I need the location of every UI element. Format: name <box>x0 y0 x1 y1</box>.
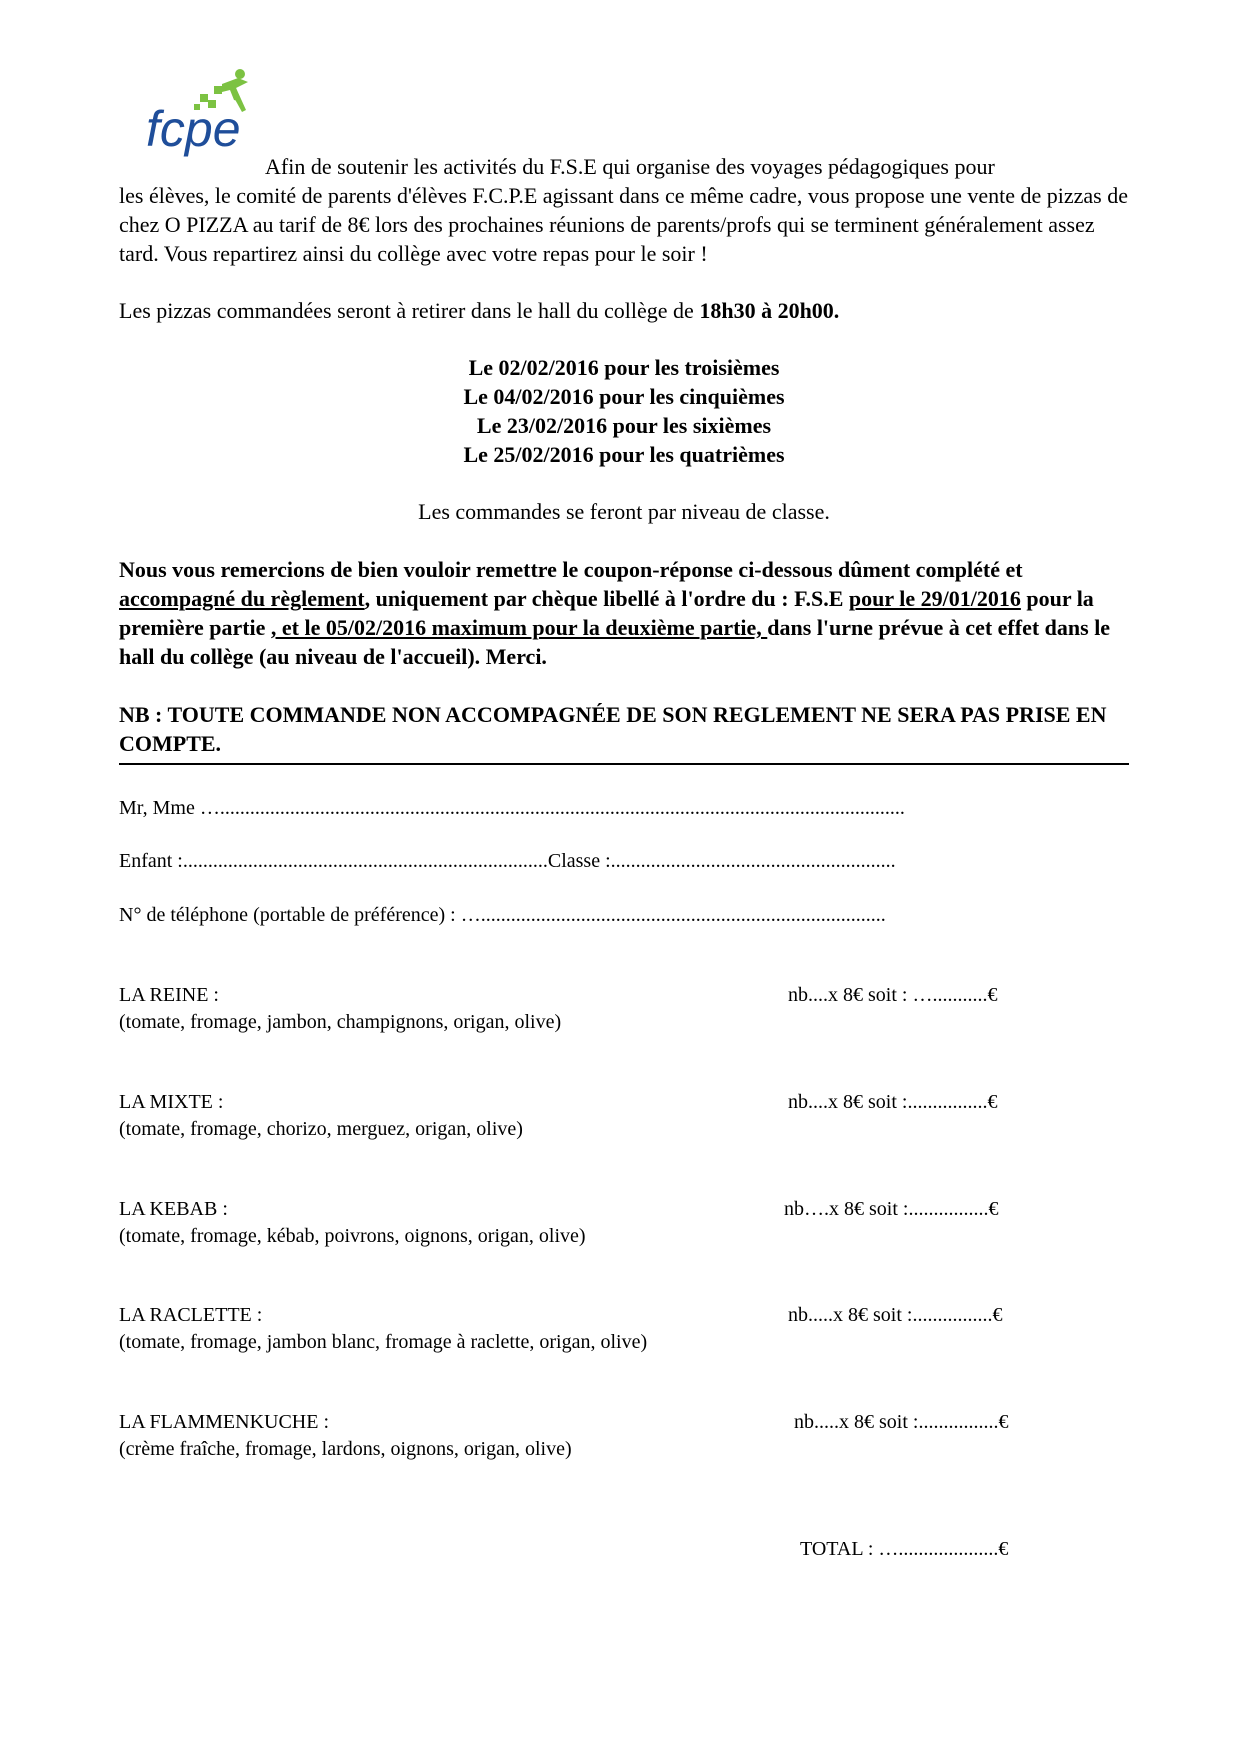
phone-field[interactable]: N° de téléphone (portable de préférence) : …................................................................................. <box>119 904 886 926</box>
pickup-text: Les pizzas commandées seront à retirer dans le hall du collège de <box>119 298 700 323</box>
child-class-field[interactable]: Enfant :.........................................................................Classe :......................................................... <box>119 850 896 872</box>
notice-part: , uniquement par chèque libellé à l'ordre du : F.S.E <box>364 586 849 611</box>
cut-line <box>119 763 1129 765</box>
notice-underlined: accompagné du règlement <box>119 586 365 611</box>
pickup-time: 18h30 à 20h00. <box>699 298 840 323</box>
nb-warning: NB : TOUTE COMMANDE NON ACCOMPAGNÉE DE SON REGLEMENT NE SERA PAS PRISE EN COMPTE. <box>119 702 1107 756</box>
date-line: Le 23/02/2016 pour les sixièmes <box>476 413 772 438</box>
date-line: Le 04/02/2016 pour les cinquièmes <box>463 384 785 409</box>
intro-paragraph <box>119 152 1129 268</box>
notice-part: Nous vous remercions de bien vouloir remettre le coupon-réponse ci-dessous dûment complété et <box>119 557 1023 582</box>
pizza-name: LA MIXTE : <box>119 1091 224 1113</box>
pizza-quantity-field[interactable]: nb.....x 8€ soit :................€ <box>788 1304 1003 1326</box>
notice-underlined: pour le 29/01/2016 <box>848 586 1021 611</box>
notice-underlined: , et le 05/02/2016 maximum pour la deuxième partie, <box>270 615 768 640</box>
notice-part: dans l'urne prévue à cet effet dans le hall du collège (au niveau de l'accueil). Merci. <box>119 615 1111 669</box>
intro-rest: les élèves, le comité de parents d'élèves F.C.P.E agissant dans ce même cadre, vous propose une vente de pizzas de chez O PIZZA au tarif de 8€ lors des prochaines réunions de parents/profs qui se terminent généralement assez tard. Vous repartirez ainsi du collège avec votre repas pour le soir ! <box>119 183 1128 266</box>
pizza-name: LA RACLETTE : <box>119 1304 263 1326</box>
pizza-ingredients: (tomate, fromage, jambon blanc, fromage à raclette, origan, olive) <box>119 1331 648 1353</box>
date-line: Le 02/02/2016 pour les troisièmes <box>468 355 780 380</box>
dates-list <box>119 353 1129 469</box>
pizza-ingredients: (tomate, fromage, jambon, champignons, origan, olive) <box>119 1011 562 1033</box>
pizza-quantity-field[interactable]: nb....x 8€ soit :................€ <box>788 1091 998 1113</box>
by-level-note: Les commandes se feront par niveau de classe. <box>418 499 830 524</box>
pizza-quantity-field[interactable]: nb….x 8€ soit :................€ <box>784 1198 999 1220</box>
pizza-ingredients: (crème fraîche, fromage, lardons, oignons, origan, olive) <box>119 1438 572 1460</box>
pizza-name: LA REINE : <box>119 984 219 1006</box>
pizza-name: LA KEBAB : <box>119 1198 228 1220</box>
fcpe-logo <box>142 64 264 164</box>
name-field[interactable]: Mr, Mme …......................................................................................................................................... <box>119 797 905 819</box>
pizza-ingredients: (tomate, fromage, chorizo, merguez, origan, olive) <box>119 1118 523 1140</box>
payment-notice <box>119 555 1129 671</box>
pizza-quantity-field[interactable]: nb.....x 8€ soit :................€ <box>794 1411 1009 1433</box>
date-line: Le 25/02/2016 pour les quatrièmes <box>463 442 785 467</box>
intro-first-line: Afin de soutenir les activités du F.S.E qui organise des voyages pédagogiques pour <box>265 154 995 179</box>
pizza-quantity-field[interactable]: nb....x 8€ soit : …...........€ <box>788 984 998 1006</box>
logo-text: fcpe <box>146 101 241 157</box>
pickup-paragraph <box>119 296 1129 325</box>
pizza-name: LA FLAMMENKUCHE : <box>119 1411 330 1433</box>
total-field[interactable]: TOTAL : …....................€ <box>800 1538 1009 1560</box>
notice-part: pour la première partie <box>119 586 1094 640</box>
pizza-ingredients: (tomate, fromage, kébab, poivrons, oignons, origan, olive) <box>119 1225 586 1247</box>
